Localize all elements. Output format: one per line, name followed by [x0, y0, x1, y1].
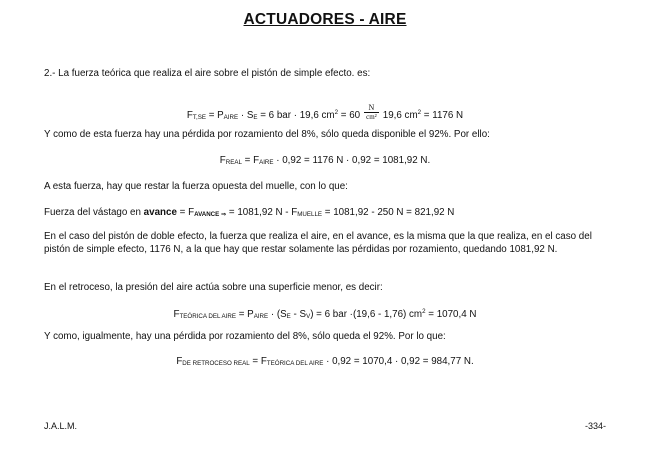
page-title: ACTUADORES - AIRE [243, 11, 407, 28]
paragraph-retraction: En el retroceso, la presión del aire actúa sobre una superficie menor, es decir: [44, 282, 383, 293]
equation-real-force: FREAL = FAIRE · 0,92 = 1176 N · 0,92 = 1081,92 N. [219, 155, 431, 166]
paragraph-intro: 2.- La fuerza teórica que realiza el aire sobre el pistón de simple efecto. es: [44, 68, 371, 79]
fraction-n-per-cm2: $\frac{N}{\text{cm²}}$ [366, 103, 377, 121]
paragraph-retraction-loss: Y como, igualmente, hay una pérdida por rozamiento del 8%, sólo queda el 92%. Por lo que: [44, 331, 446, 342]
paragraph-double-acting: En el caso del pistón de doble efecto, la fuerza que realiza el aire, en el avance, es la misma que la que realiza, en el caso del pistón de simple efecto, 1176 N, a la que hay que restar solamente las pérdidas por rozamiento, quedando 1081,92 N. [44, 231, 592, 255]
equation-rod-force: Fuerza del vástago en avance = FAVANCE ⇒ = 1081,92 N - FMUELLE = 1081,92 - 250 N = 821,92 N [44, 207, 455, 218]
equation-real-retraction-force: FDE RETROCESO REAL = FTEÓRICA DEL AIRE · 0,92 = 1070,4 · 0,92 = 984,77 N. [176, 356, 474, 367]
paragraph-friction-loss: Y como de esta fuerza hay una pérdida por rozamiento del 8%, sólo queda disponible el 92%. Por ello: [44, 129, 490, 140]
footer-author: J.A.L.M. [44, 421, 78, 431]
paragraph-spring: A esta fuerza, hay que restar la fuerza opuesta del muelle, con lo que: [44, 181, 348, 192]
equation-retraction-force: FTEÓRICA DEL AIRE = PAIRE · (SE - SV) = 6 bar ·(19,6 - 1,76) $cm^2 = 1070,4$ N [173, 308, 477, 320]
footer-page-number: -334- [584, 421, 606, 431]
equation-theoretical-force: FT,SE = PAIRE · SE = 6 bar · 19,6 $cm^2 = 60$ $\frac{N}{\text{cm²}}$ 19,6 $cm^2 = 1176$ N [186, 103, 464, 122]
